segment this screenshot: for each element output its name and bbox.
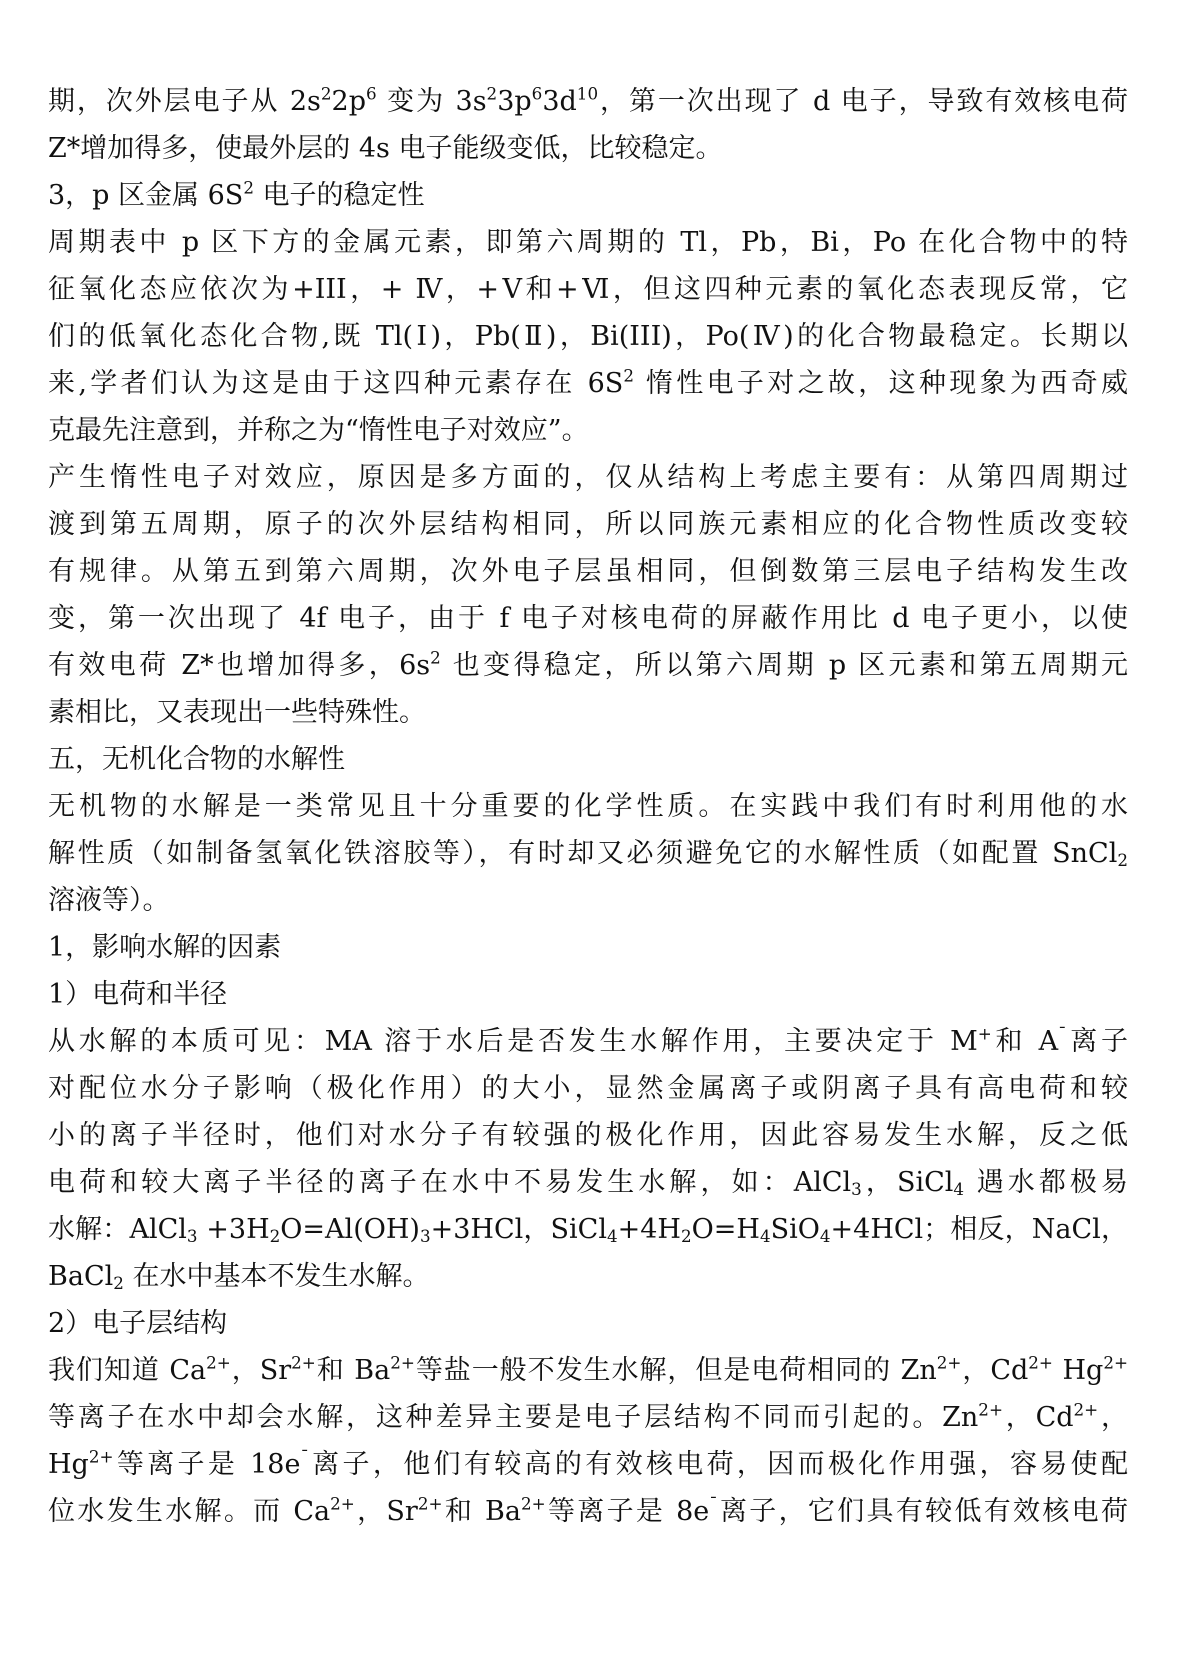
superscript: 2+	[1073, 1399, 1099, 1420]
text-run: 和 Ba	[315, 1355, 391, 1386]
superscript: ¯	[709, 1493, 718, 1514]
superscript: 2+	[1103, 1352, 1128, 1373]
text-run: 溶液等）。	[48, 885, 170, 916]
text-run: 无机物的水解是一类常见且十分重要的化学性质。在实践中我们有时利用他的水	[48, 791, 1128, 822]
text-run: Hg	[1052, 1355, 1104, 1386]
text-run: 3p	[497, 86, 532, 117]
text-run: 等离子是 18e	[113, 1449, 301, 1480]
text-line	[48, 548, 1128, 595]
text-run: 1）电荷和半径	[48, 979, 228, 1010]
text-run: Z*增加得多，使最外层的 4s 电子能级变低，比较稳定。	[48, 133, 723, 164]
superscript: 2	[623, 365, 634, 386]
superscript: 2+	[417, 1493, 443, 1514]
subscript: 2	[680, 1226, 692, 1247]
subscript: 2	[113, 1273, 124, 1294]
text-run: 周期表中 p 区下方的金属元素，即第六周期的 Tl，Pb，Bi，Po 在化合物中的特	[48, 227, 1128, 258]
text-run: 等离子在水中却会水解，这种差异主要是电子层结构不同而引起的。Zn	[48, 1402, 979, 1433]
text-run: 五，无机化合物的水解性	[48, 744, 345, 775]
text-line	[48, 971, 1128, 1018]
superscript: 2	[486, 83, 498, 104]
text-line	[48, 1441, 1128, 1488]
text-run: 1，影响水解的因素	[48, 932, 282, 963]
text-line	[48, 1253, 1128, 1300]
subscript: 2	[269, 1226, 281, 1247]
text-line	[48, 172, 1128, 219]
text-run: 2）电子层结构	[48, 1308, 228, 1339]
superscript: 2+	[206, 1352, 231, 1373]
subscript: 4	[759, 1226, 771, 1247]
text-run: 离子，它们具有较低有效核电荷	[717, 1496, 1128, 1527]
text-line	[48, 125, 1128, 172]
text-line	[48, 1394, 1128, 1441]
text-run: 电子的稳定性	[253, 180, 425, 211]
text-line	[48, 689, 1128, 736]
superscript: 2	[243, 177, 254, 198]
text-line	[48, 595, 1128, 642]
text-run: 变，第一次出现了 4f 电子，由于 f 电子对核电荷的屏蔽作用比 d 电子更小，以使	[48, 603, 1128, 634]
text-line	[48, 783, 1128, 830]
text-line	[48, 830, 1128, 877]
text-run: 等盐一般不发生水解，但是电荷相同的 Zn	[414, 1355, 937, 1386]
text-run: +4H	[617, 1214, 681, 1245]
text-line	[48, 454, 1128, 501]
text-line	[48, 1018, 1128, 1065]
text-run: +4HCl；相反，NaCl，	[830, 1214, 1128, 1245]
text-line	[48, 1159, 1128, 1206]
superscript: ¯	[300, 1446, 309, 1467]
text-run: +3H	[197, 1214, 270, 1245]
text-run: ，第一次出现了 d 电子，导致有效核电荷	[598, 86, 1128, 117]
text-run: 也变得稳定，所以第六周期 p 区元素和第五周期元	[440, 650, 1128, 681]
text-line	[48, 501, 1128, 548]
superscript: 2+	[1028, 1352, 1053, 1373]
text-line	[48, 1206, 1128, 1253]
text-line	[48, 877, 1128, 924]
text-line	[48, 360, 1128, 407]
text-run: 征氧化态应依次为+III，+ Ⅳ，+Ⅴ和+Ⅵ，但这四种元素的氧化态表现反常，它	[48, 274, 1128, 305]
text-run: 和 A	[991, 1026, 1059, 1057]
text-line	[48, 219, 1128, 266]
text-run: O=Al(OH)	[280, 1214, 420, 1245]
text-line	[48, 924, 1128, 971]
superscript: 2+	[390, 1352, 415, 1373]
superscript: 2	[320, 83, 332, 104]
superscript: 2+	[520, 1493, 546, 1514]
text-line	[48, 1112, 1128, 1159]
text-run: Hg	[48, 1449, 89, 1480]
text-run: ，SiCl	[861, 1167, 954, 1198]
text-run: 3d	[542, 86, 577, 117]
superscript: +	[977, 1023, 992, 1044]
text-line	[48, 266, 1128, 313]
text-line	[48, 1488, 1128, 1535]
superscript: 2+	[978, 1399, 1003, 1420]
text-run: 位水发生水解。而 Ca	[48, 1496, 331, 1527]
superscript: 6	[531, 83, 543, 104]
text-run: 产生惰性电子对效应，原因是多方面的，仅从结构上考虑主要有：从第四周期过	[48, 462, 1128, 493]
text-run: O=H	[691, 1214, 760, 1245]
text-run: 有效电荷 Z*也增加得多，6s	[48, 650, 431, 681]
text-line	[48, 313, 1128, 360]
text-run: ，Sr	[354, 1496, 418, 1527]
text-run: 有规律。从第五到第六周期，次外电子层虽相同，但倒数第三层电子结构发生改	[48, 556, 1128, 587]
superscript: 2+	[291, 1352, 316, 1373]
subscript: 4	[953, 1179, 965, 1200]
text-run: 渡到第五周期，原子的次外层结构相同，所以同族元素相应的化合物性质改变较	[48, 509, 1128, 540]
text-run: 们的低氧化态化合物,既 Tl(Ⅰ)，Pb(Ⅱ)，Bi(III)，Po(Ⅳ)的化合物最稳定。长期以	[48, 321, 1128, 352]
text-run: 离子	[1066, 1026, 1128, 1057]
superscript: 2+	[88, 1446, 114, 1467]
superscript: 2+	[936, 1352, 962, 1373]
text-run: 解性质（如制备氢氧化铁溶胶等），有时却又必须避免它的水解性质（如配置 SnCl	[48, 838, 1118, 869]
text-run: SiO	[770, 1214, 820, 1245]
text-run: 变为 3s	[376, 86, 487, 117]
subscript: 3	[186, 1226, 198, 1247]
text-run: 素相比，又表现出一些特殊性。	[48, 697, 426, 728]
text-run: 电荷和较大离子半径的离子在水中不易发生水解，如：AlCl	[48, 1167, 852, 1198]
text-run: BaCl	[48, 1261, 114, 1292]
text-run: 对配位水分子影响（极化作用）的大小，显然金属离子或阴离子具有高电荷和较	[48, 1073, 1128, 1104]
text-line	[48, 1300, 1128, 1347]
text-line	[48, 407, 1128, 454]
text-run: 克最先注意到，并称之为“惰性电子对效应”。	[48, 415, 589, 446]
text-run: 和 Ba	[442, 1496, 521, 1527]
document-body	[48, 78, 1128, 1535]
text-line	[48, 1065, 1128, 1112]
text-run: ，Sr	[230, 1355, 292, 1386]
text-run: 来,学者们认为这是由于这四种元素存在 6S	[48, 368, 624, 399]
superscript: 10	[576, 83, 599, 104]
text-line	[48, 642, 1128, 689]
text-run: 等离子是 8e	[545, 1496, 710, 1527]
text-run: ，	[1098, 1402, 1129, 1433]
text-run: 水解：AlCl	[48, 1214, 187, 1245]
text-run: 从水解的本质可见：MA 溶于水后是否发生水解作用，主要决定于 M	[48, 1026, 978, 1057]
text-line	[48, 1347, 1128, 1394]
subscript: 3	[851, 1179, 862, 1200]
text-run: 期，次外层电子从 2s	[48, 86, 321, 117]
subscript: 2	[1117, 850, 1128, 871]
superscript: ¯	[1058, 1023, 1067, 1044]
text-run: 2p	[331, 86, 367, 117]
subscript: 4	[819, 1226, 831, 1247]
text-run: 遇水都极易	[964, 1167, 1128, 1198]
text-run: 在水中基本不发生水解。	[123, 1261, 430, 1292]
superscript: 6	[366, 83, 377, 104]
text-run: ，Cd	[961, 1355, 1029, 1386]
text-run: 惰性电子对之故，这种现象为西奇威	[633, 368, 1128, 399]
text-line	[48, 78, 1128, 125]
text-run: 离子，他们有较高的有效核电荷，因而极化作用强，容易使配	[308, 1449, 1128, 1480]
text-run: ，Cd	[1002, 1402, 1074, 1433]
superscript: 2+	[330, 1493, 355, 1514]
text-line	[48, 736, 1128, 783]
text-run: 3，p 区金属 6S	[48, 180, 244, 211]
text-run: +3HCl，SiCl	[430, 1214, 607, 1245]
text-run: 小的离子半径时，他们对水分子有较强的极化作用，因此容易发生水解，反之低	[48, 1120, 1128, 1151]
superscript: 2	[430, 647, 441, 668]
subscript: 4	[606, 1226, 618, 1247]
subscript: 3	[419, 1226, 431, 1247]
text-run: 我们知道 Ca	[48, 1355, 207, 1386]
